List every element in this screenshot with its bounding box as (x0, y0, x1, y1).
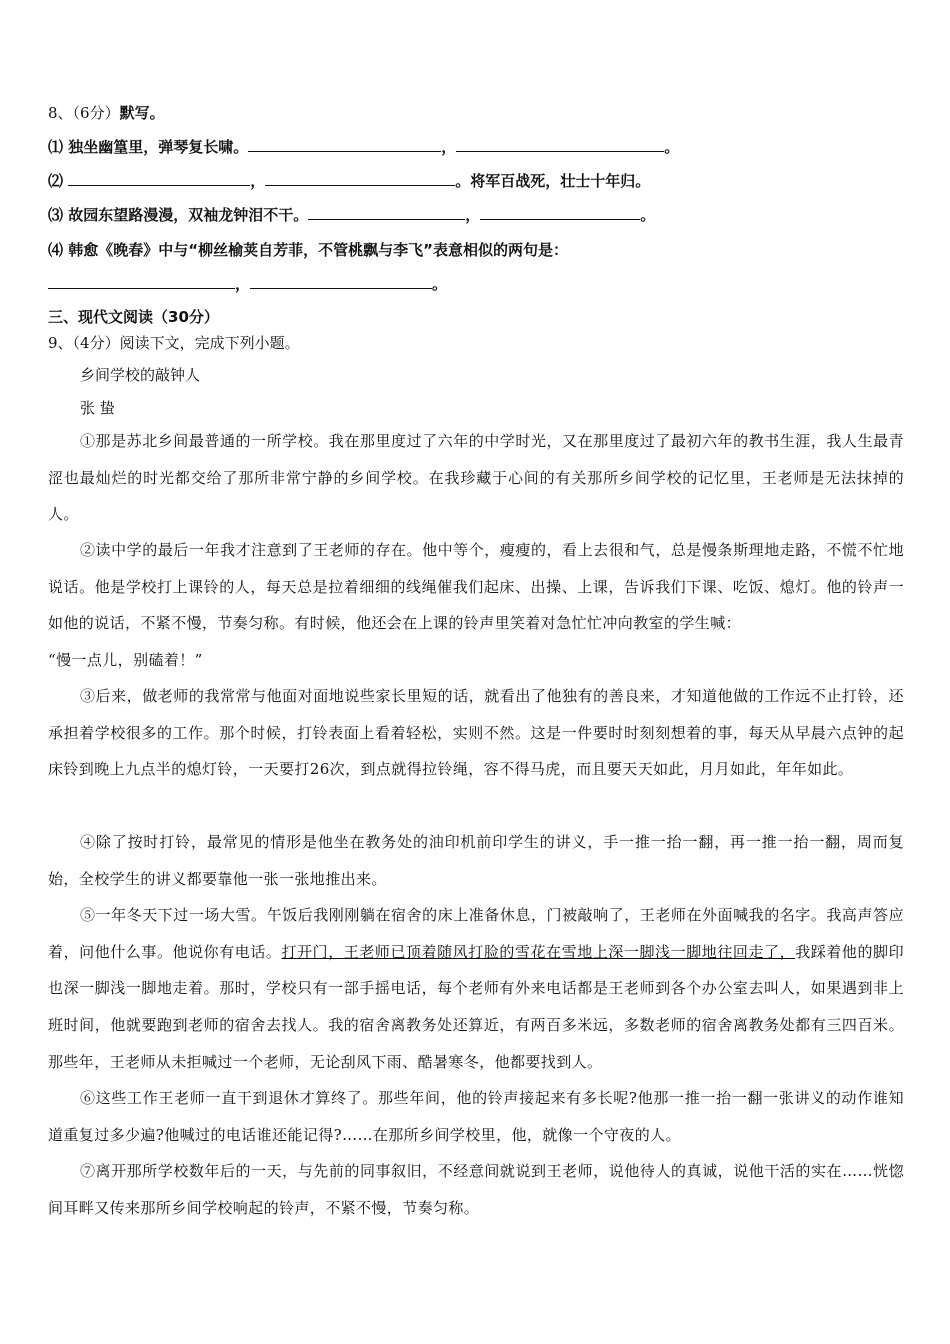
q8-line-5-comma: ， (235, 275, 251, 293)
q8-line-1 (48, 137, 679, 157)
q8-blank-8[interactable] (250, 274, 432, 289)
q8-number: 8、（6分） (48, 104, 120, 122)
q8-line-3-text: ⑶ 故园东望路漫漫，双袖龙钟泪不干。 (48, 206, 309, 224)
paragraph-3: ③后来，做老师的我常常与他面对面地说些家长里短的话，就看出了他独有的善良来，才知道他做的工作远不止打铃，还承担着学校很多的工作。那个时候，打铃表面上看着轻松，实则不然。这是一件要时时刻刻想着的事，每天从早晨六点钟的起床铃到晚上九点半的熄灯铃，一天要打26次，到点就得拉铃绳，容不得马虎，而且要天天如此，月月如此，年年如此。 (48, 687, 904, 779)
q8-line-2-text: 。将军百战死，壮士十年归。 (455, 172, 651, 190)
paragraph-5-part-b: 我踩着他的脚印也深一脚浅一脚地走着。那时，学校只有一部手摇电话，每个老师有外来电话都是王老师到各个办公室去叫人，如果遇到非上班时间，他就要跑到老师的宿舍去找人。我的宿舍离教务处还算近，有两百多米远，多数老师的宿舍离教务处都有三四百米。那些年，王老师从未拒喊过一个老师，无论刮风下雨、酷暑寒冬，他都要找到人。 (48, 942, 904, 1071)
paragraph-5 (48, 897, 904, 1081)
q8-line-3 (48, 205, 655, 225)
q8-line-2 (48, 171, 650, 191)
q8-line-1-end: 。 (664, 138, 680, 156)
q8-line-2-num: ⑵ (48, 172, 69, 190)
q8-blank-4[interactable] (265, 171, 455, 186)
q8-line-5-end: 。 (432, 275, 448, 293)
q8-line-3-comma: ， (465, 206, 481, 224)
q9-header: 9、（4分）阅读下文，完成下列小题。 (48, 334, 300, 352)
q8-line-2-comma: ， (250, 172, 266, 190)
q8-line-1-text: ⑴ 独坐幽篁里，弹琴复长啸。 (48, 138, 249, 156)
paragraph-4: ④除了按时打铃，最常见的情形是他坐在教务处的油印机前印学生的讲义，手一推一抬一翻，再一推一抬一翻，周而复始，全校学生的讲义都要靠他一张一张地推出来。 (48, 833, 904, 888)
q8-blank-2[interactable] (456, 137, 664, 152)
paragraph-5-underlined: 打开门，王老师已顶着随风打脸的雪花在雪地上深一脚浅一脚地往回走了， (281, 942, 796, 961)
paragraph-2: ②读中学的最后一年我才注意到了王老师的存在。他中等个，瘦瘦的，看上去很和气，总是慢条斯理地走路，不慌不忙地说话。他是学校打上课铃的人，每天总是拉着细细的线绳催我们起床、出操、上课，告诉我们下课、吃饭、熄灯。他的铃声一如他的说话，不紧不慢，节奏匀称。有时候，他还会在上课的铃声里笑着对急忙忙冲向教室的学生喊： (48, 541, 904, 633)
q8-title: 默写。 (119, 104, 165, 122)
q8-line-3-end: 。 (640, 206, 656, 224)
paragraph-1: ①那是苏北乡间最普通的一所学校。我在那里度过了六年的中学时光，又在那里度过了最初六年的教书生涯，我人生最青涩也最灿烂的时光都交给了那所非常宁静的乡间学校。在我珍藏于心间的有关那所乡间学校的记忆里，王老师是无法抹掉的人。 (48, 432, 904, 524)
q8-line-4: ⑷ 韩愈《晚春》中与“柳丝榆荚自芳菲，不管桃飘与李飞”表意相似的两句是： (48, 241, 568, 259)
q8-blank-1[interactable] (248, 137, 441, 152)
q8-blank-3[interactable] (68, 171, 250, 186)
q8-line-5 (48, 274, 447, 294)
paragraph-2-quote: “慢一点儿，别磕着！” (48, 651, 203, 669)
paragraph-6: ⑥这些工作王老师一直干到退休才算终了。那些年间，他的铃声接起来有多长呢?他那一推一抬一翻一张讲义的动作谁知道重复过多少遍?他喊过的电话谁还能记得?……在那所乡间学校里，他，就像一个守夜的人。 (48, 1089, 904, 1144)
q8-line-1-comma: ， (441, 138, 457, 156)
paragraph-7: ⑦离开那所学校数年后的一天，与先前的同事叙旧，不经意间就说到王老师，说他待人的真诚，说他干活的实在……恍惚间耳畔又传来那所乡间学校响起的铃声，不紧不慢，节奏匀称。 (48, 1162, 904, 1217)
paragraph-5-part-a: ⑤一年冬天下过一场大雪。午饭后我刚刚躺在宿舍的床上准备休息，门被敲响了，王老师在外面喊我的名字。我高声答应着，问他什么事。他说你有电话。 (48, 906, 904, 961)
article-author: 张 蛰 (80, 399, 115, 417)
q8-header (48, 103, 165, 123)
section-3-title: 三、现代文阅读（30分） (48, 308, 219, 326)
q8-blank-7[interactable] (48, 274, 235, 289)
q8-blank-6[interactable] (480, 205, 640, 220)
q8-blank-5[interactable] (308, 205, 465, 220)
article-title: 乡间学校的敲钟人 (80, 366, 201, 384)
